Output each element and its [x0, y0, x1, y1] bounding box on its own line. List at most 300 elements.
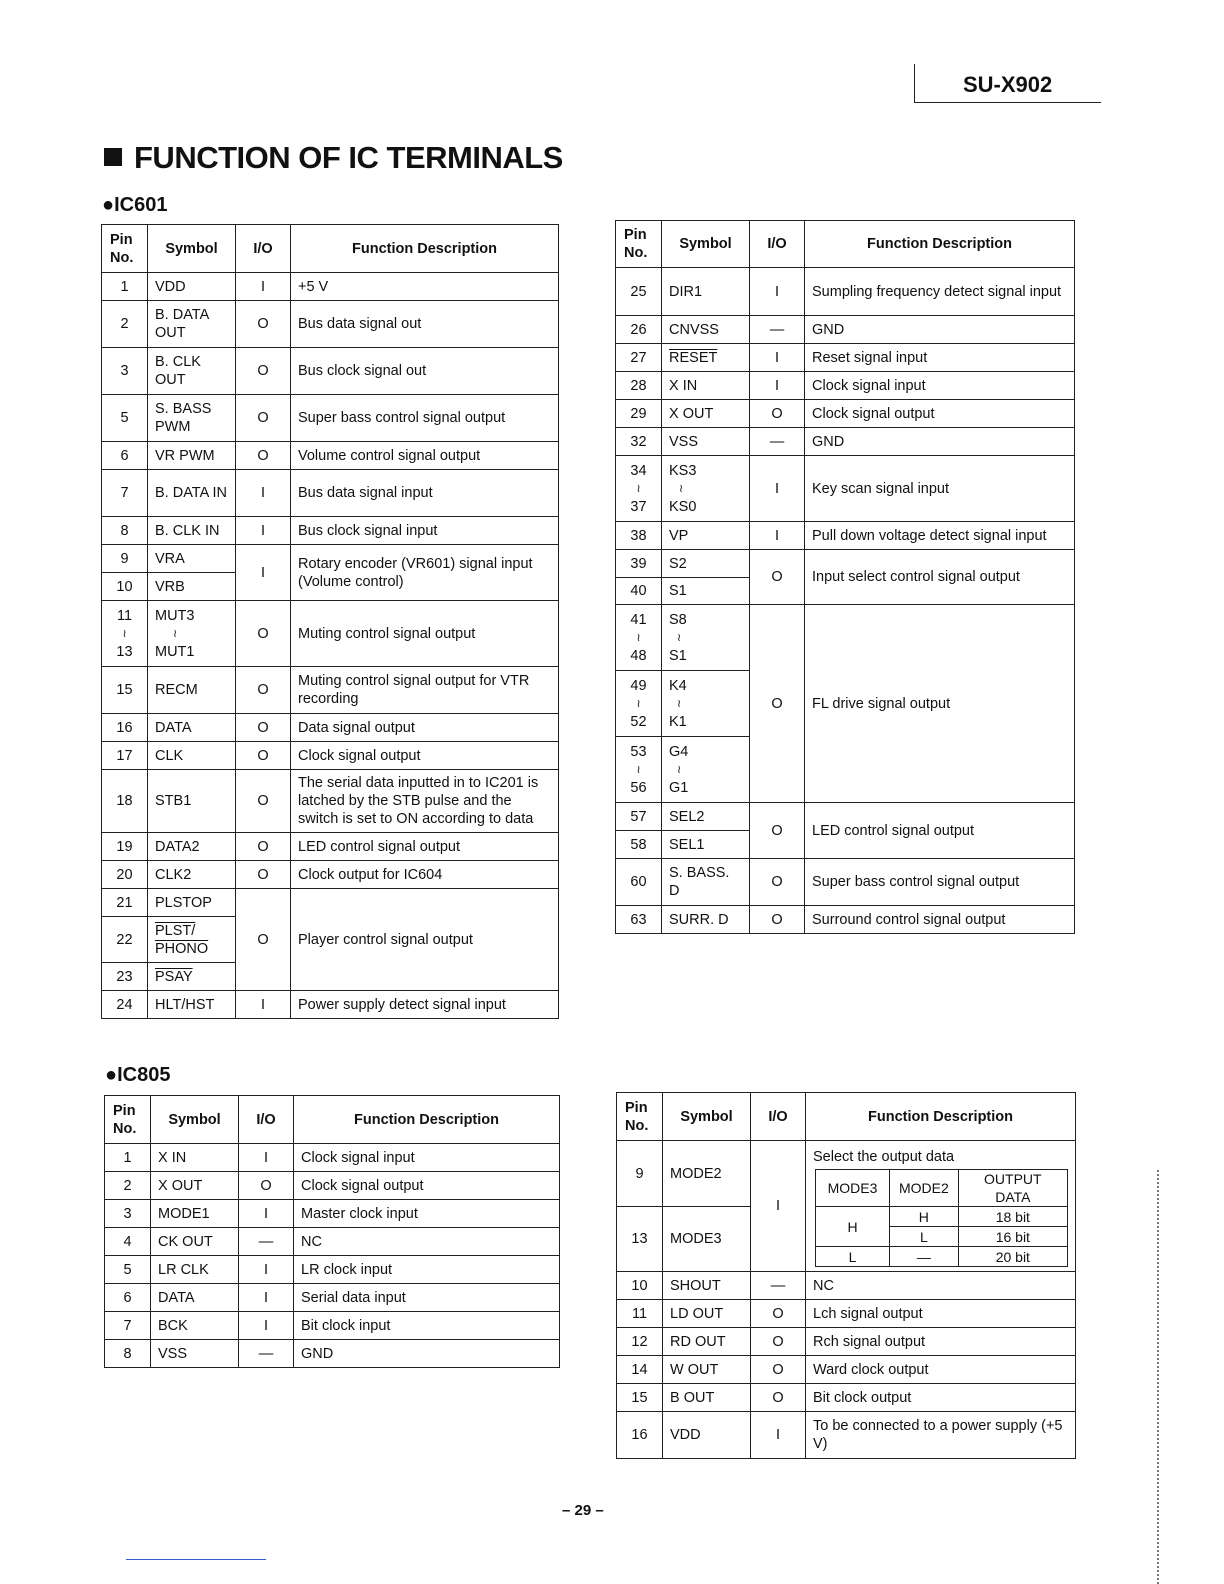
table-row: [102, 667, 559, 714]
symbol-cell: CK OUT: [151, 1228, 239, 1256]
symbol-cell: S2: [662, 550, 750, 578]
pin-cell: 2: [105, 1172, 151, 1200]
pin-range-cell: [616, 671, 662, 737]
symbol-range-cell: [662, 737, 750, 803]
symbol-start: K4: [669, 677, 687, 694]
symbol-cell: S. BASS PWM: [148, 395, 236, 442]
symbol-range-cell: [662, 605, 750, 671]
mode-cell: H: [816, 1207, 890, 1247]
symbol-cell: DATA2: [148, 833, 236, 861]
symbol-range-cell: [662, 456, 750, 522]
range-mark: ≀: [636, 697, 641, 710]
pin-cell: 18: [102, 770, 148, 833]
pin-cell: 8: [102, 517, 148, 545]
pin-cell: 12: [617, 1328, 663, 1356]
col-symbol: Symbol: [662, 221, 750, 268]
symbol-start: S8: [669, 611, 687, 628]
pin-cell: 4: [105, 1228, 151, 1256]
table-row: [616, 316, 1075, 344]
symbol-cell: X OUT: [151, 1172, 239, 1200]
col-io: I/O: [750, 221, 805, 268]
function-cell: Clock signal input: [294, 1144, 560, 1172]
col-io: I/O: [751, 1093, 806, 1141]
col-pin: Pin No.: [102, 225, 148, 273]
symbol-end: MUT1: [155, 643, 195, 660]
table-row: [102, 714, 559, 742]
page-title: [104, 140, 563, 176]
symbol-cell: VDD: [148, 273, 236, 301]
io-cell: O: [751, 1300, 806, 1328]
symbol-cell: B. DATA IN: [148, 470, 236, 517]
table-row: [616, 859, 1075, 906]
pin-end: 13: [116, 643, 133, 660]
function-cell: Clock signal input: [805, 372, 1075, 400]
symbol-cell: VSS: [662, 428, 750, 456]
col-function: Function Description: [806, 1093, 1076, 1141]
io-cell: O: [236, 889, 291, 991]
io-cell: I: [236, 273, 291, 301]
section-ic601: ●IC601: [102, 194, 168, 216]
pin-end: 56: [630, 779, 647, 796]
table-row: [105, 1144, 560, 1172]
symbol-cell: SHOUT: [663, 1272, 751, 1300]
io-cell: O: [750, 550, 805, 605]
function-cell: Ward clock output: [806, 1356, 1076, 1384]
pin-cell: 7: [102, 470, 148, 517]
function-cell: Reset signal input: [805, 344, 1075, 372]
function-cell: Bit clock input: [294, 1312, 560, 1340]
pin-end: 48: [630, 647, 647, 664]
pin-cell: 1: [105, 1144, 151, 1172]
pin-cell: 21: [102, 889, 148, 917]
table-row: [105, 1284, 560, 1312]
pin-cell: 32: [616, 428, 662, 456]
pin-cell: 40: [616, 578, 662, 605]
table-row: [102, 273, 559, 301]
table-row: [616, 372, 1075, 400]
io-cell: I: [239, 1284, 294, 1312]
io-cell: O: [750, 859, 805, 906]
pin-cell: 29: [616, 400, 662, 428]
symbol-cell: W OUT: [663, 1356, 751, 1384]
symbol-cell: MODE1: [151, 1200, 239, 1228]
io-cell: I: [239, 1144, 294, 1172]
pin-cell: 11: [617, 1300, 663, 1328]
table-row: [102, 301, 559, 348]
io-cell: O: [236, 833, 291, 861]
io-cell: O: [750, 803, 805, 859]
io-cell: I: [236, 991, 291, 1019]
col-symbol: Symbol: [151, 1096, 239, 1144]
mode-header: MODE3: [816, 1170, 890, 1207]
function-cell: LED control signal output: [805, 803, 1075, 859]
io-cell: I: [750, 268, 805, 316]
symbol-end: G1: [669, 779, 689, 796]
symbol-cell: B OUT: [663, 1384, 751, 1412]
io-cell: O: [236, 301, 291, 348]
mode-cell: L: [816, 1247, 890, 1267]
col-function: Function Description: [291, 225, 559, 273]
pin-cell: 16: [102, 714, 148, 742]
symbol-cell: DATA: [151, 1284, 239, 1312]
function-cell: FL drive signal output: [805, 605, 1075, 803]
pin-start: 34: [630, 462, 647, 479]
symbol-cell: PLSTOP: [148, 889, 236, 917]
pin-cell: 14: [617, 1356, 663, 1384]
col-pin: Pin No.: [617, 1093, 663, 1141]
function-cell: Volume control signal output: [291, 442, 559, 470]
function-cell: Clock output for IC604: [291, 861, 559, 889]
table-row: [102, 991, 559, 1019]
mode-table: [815, 1169, 1068, 1267]
page-number: – 29 –: [562, 1502, 604, 1519]
function-cell: Master clock input: [294, 1200, 560, 1228]
function-cell: Muting control signal output for VTR recording: [291, 667, 559, 714]
pin-cell: 17: [102, 742, 148, 770]
range-mark: ≀: [636, 482, 641, 495]
pin-cell: 15: [617, 1384, 663, 1412]
io-cell: I: [236, 517, 291, 545]
function-cell: GND: [805, 428, 1075, 456]
col-symbol: Symbol: [148, 225, 236, 273]
symbol-cell: X IN: [662, 372, 750, 400]
pin-cell: 5: [102, 395, 148, 442]
function-cell: Super bass control signal output: [805, 859, 1075, 906]
symbol-cell: SURR. D: [662, 906, 750, 934]
function-cell: Player control signal output: [291, 889, 559, 991]
section-ic805: ●IC805: [105, 1064, 171, 1086]
symbol-cell: LR CLK: [151, 1256, 239, 1284]
table-row: [616, 522, 1075, 550]
symbol-cell: PLST/ PHONO: [148, 917, 236, 963]
pin-cell: 25: [616, 268, 662, 316]
pin-cell: 10: [102, 573, 148, 601]
table-row: [105, 1312, 560, 1340]
pin-cell: 6: [105, 1284, 151, 1312]
table-row: [105, 1200, 560, 1228]
io-cell: —: [750, 316, 805, 344]
function-cell: Input select control signal output: [805, 550, 1075, 605]
function-cell: Data signal output: [291, 714, 559, 742]
scan-edge-mark: [1157, 1170, 1159, 1584]
symbol-cell: DATA: [148, 714, 236, 742]
range-mark: ≀: [173, 627, 178, 640]
ic601-table-right: [615, 220, 1075, 934]
function-cell: Bus clock signal out: [291, 348, 559, 395]
model-box: [914, 64, 1101, 103]
mode-cell: 18 bit: [958, 1207, 1067, 1227]
pin-range-cell: [616, 737, 662, 803]
symbol-cell: VRB: [148, 573, 236, 601]
table-row: [617, 1272, 1076, 1300]
pin-cell: 60: [616, 859, 662, 906]
range-mark: ≀: [636, 763, 641, 776]
symbol-end: K1: [669, 713, 687, 730]
pin-cell: 28: [616, 372, 662, 400]
pin-cell: 13: [617, 1207, 663, 1272]
pin-start: 53: [630, 743, 647, 760]
function-cell: LED control signal output: [291, 833, 559, 861]
table-row: [616, 550, 1075, 578]
range-mark: ≀: [636, 631, 641, 644]
table-row: [616, 428, 1075, 456]
io-cell: O: [236, 861, 291, 889]
function-cell: NC: [294, 1228, 560, 1256]
pin-cell: 24: [102, 991, 148, 1019]
io-cell: I: [239, 1312, 294, 1340]
table-row: [102, 601, 559, 667]
pin-cell: 7: [105, 1312, 151, 1340]
table-row: [617, 1300, 1076, 1328]
symbol-cell: HLT/HST: [148, 991, 236, 1019]
symbol-end: S1: [669, 647, 687, 664]
footer-rule: [126, 1559, 266, 1560]
mode-header: MODE2: [890, 1170, 959, 1207]
symbol-start: G4: [669, 743, 689, 760]
table-row: [102, 470, 559, 517]
symbol-cell: CLK: [148, 742, 236, 770]
range-mark: ≀: [679, 482, 684, 495]
pin-cell: 27: [616, 344, 662, 372]
pin-range-cell: [102, 601, 148, 667]
col-pin: Pin No.: [105, 1096, 151, 1144]
io-cell: I: [236, 545, 291, 601]
pin-cell: 39: [616, 550, 662, 578]
symbol-cell: X OUT: [662, 400, 750, 428]
io-cell: O: [751, 1356, 806, 1384]
pin-cell: 1: [102, 273, 148, 301]
function-cell: Bus data signal input: [291, 470, 559, 517]
table-row: [616, 344, 1075, 372]
ic601-table-left: [101, 224, 559, 1019]
range-mark: ≀: [122, 627, 127, 640]
symbol-cell: PSAY: [148, 963, 236, 991]
function-cell: LR clock input: [294, 1256, 560, 1284]
function-cell: Sumpling frequency detect signal input: [805, 268, 1075, 316]
symbol-cell: B. CLK IN: [148, 517, 236, 545]
symbol-cell: CLK2: [148, 861, 236, 889]
pin-end: 37: [630, 498, 647, 515]
io-cell: —: [239, 1340, 294, 1368]
table-row: [616, 400, 1075, 428]
symbol-cell: VRA: [148, 545, 236, 573]
io-cell: O: [236, 348, 291, 395]
io-cell: O: [750, 906, 805, 934]
pin-cell: 15: [102, 667, 148, 714]
io-cell: I: [239, 1200, 294, 1228]
io-cell: O: [751, 1384, 806, 1412]
symbol-cell: VP: [662, 522, 750, 550]
symbol-start: KS3: [669, 462, 697, 479]
function-cell: Key scan signal input: [805, 456, 1075, 522]
col-function: Function Description: [805, 221, 1075, 268]
symbol-cell: DIR1: [662, 268, 750, 316]
function-cell: The serial data inputted in to IC201 is latched by the STB pulse and the switch is set to ON according to data: [291, 770, 559, 833]
io-cell: O: [236, 742, 291, 770]
function-cell: Bus data signal out: [291, 301, 559, 348]
function-cell: GND: [294, 1340, 560, 1368]
ic805-table-right: [616, 1092, 1076, 1459]
function-cell: Serial data input: [294, 1284, 560, 1312]
range-mark: ≀: [677, 697, 682, 710]
symbol-cell: B. DATA OUT: [148, 301, 236, 348]
symbol-cell: B. CLK OUT: [148, 348, 236, 395]
function-cell: Lch signal output: [806, 1300, 1076, 1328]
io-cell: O: [750, 400, 805, 428]
pin-cell: 19: [102, 833, 148, 861]
ic805-table-left: [104, 1095, 560, 1368]
range-mark: ≀: [677, 763, 682, 776]
symbol-cell: VR PWM: [148, 442, 236, 470]
table-row: [617, 1328, 1076, 1356]
io-cell: I: [751, 1141, 806, 1272]
symbol-cell: MODE2: [663, 1141, 751, 1207]
symbol-range-cell: [662, 671, 750, 737]
pin-cell: 38: [616, 522, 662, 550]
mode-header: OUTPUT DATA: [958, 1170, 1067, 1207]
col-pin: Pin No.: [616, 221, 662, 268]
pin-cell: 3: [102, 348, 148, 395]
mode-cell: L: [890, 1227, 959, 1247]
pin-cell: 9: [617, 1141, 663, 1207]
table-row: [102, 442, 559, 470]
table-row: [105, 1256, 560, 1284]
function-cell: Rotary encoder (VR601) signal input (Volume control): [291, 545, 559, 601]
symbol-cell: S. BASS. D: [662, 859, 750, 906]
symbol-cell: VSS: [151, 1340, 239, 1368]
function-cell: Clock signal output: [805, 400, 1075, 428]
symbol-cell: BCK: [151, 1312, 239, 1340]
pin-cell: 5: [105, 1256, 151, 1284]
io-cell: I: [236, 470, 291, 517]
io-cell: O: [751, 1328, 806, 1356]
pin-cell: 6: [102, 442, 148, 470]
symbol-cell: S1: [662, 578, 750, 605]
io-cell: O: [236, 714, 291, 742]
mode-cell: H: [890, 1207, 959, 1227]
pin-start: 49: [630, 677, 647, 694]
io-cell: O: [750, 605, 805, 803]
function-cell: To be connected to a power supply (+5 V): [806, 1412, 1076, 1459]
pin-cell: 3: [105, 1200, 151, 1228]
pin-cell: 20: [102, 861, 148, 889]
pin-cell: 16: [617, 1412, 663, 1459]
function-cell: Surround control signal output: [805, 906, 1075, 934]
pin-cell: 58: [616, 831, 662, 859]
pin-end: 52: [630, 713, 647, 730]
pin-cell: 2: [102, 301, 148, 348]
function-cell: Pull down voltage detect signal input: [805, 522, 1075, 550]
table-row: [616, 906, 1075, 934]
io-cell: —: [750, 428, 805, 456]
symbol-cell: STB1: [148, 770, 236, 833]
function-cell: Super bass control signal output: [291, 395, 559, 442]
table-row: [616, 456, 1075, 522]
function-cell: Rch signal output: [806, 1328, 1076, 1356]
table-row: [102, 545, 559, 573]
function-cell: Power supply detect signal input: [291, 991, 559, 1019]
mode-select-text: Select the output data: [813, 1149, 955, 1165]
mode-cell: 20 bit: [958, 1247, 1067, 1267]
io-cell: —: [751, 1272, 806, 1300]
table-row: [616, 605, 1075, 671]
square-bullet-icon: [104, 148, 122, 166]
pin-cell: 8: [105, 1340, 151, 1368]
mode-cell: —: [890, 1247, 959, 1267]
io-cell: I: [750, 456, 805, 522]
io-cell: I: [750, 372, 805, 400]
function-cell: Muting control signal output: [291, 601, 559, 667]
symbol-cell: RESET: [662, 344, 750, 372]
io-cell: O: [236, 667, 291, 714]
mode-cell: 16 bit: [958, 1227, 1067, 1247]
io-cell: O: [236, 442, 291, 470]
table-row: [105, 1340, 560, 1368]
symbol-cell: RD OUT: [663, 1328, 751, 1356]
io-cell: I: [750, 522, 805, 550]
col-io: I/O: [236, 225, 291, 273]
table-row: [102, 348, 559, 395]
io-cell: O: [236, 601, 291, 667]
symbol-cell: CNVSS: [662, 316, 750, 344]
io-cell: I: [751, 1412, 806, 1459]
table-row: [102, 770, 559, 833]
function-cell: GND: [805, 316, 1075, 344]
symbol-cell: VDD: [663, 1412, 751, 1459]
io-cell: I: [750, 344, 805, 372]
table-row: [616, 803, 1075, 831]
page-title-text: FUNCTION OF IC TERMINALS: [134, 140, 563, 175]
table-row: [102, 889, 559, 917]
table-row: [617, 1141, 1076, 1207]
function-cell: Clock signal output: [294, 1172, 560, 1200]
function-cell: [806, 1141, 1076, 1272]
table-row: [105, 1228, 560, 1256]
pin-start: 41: [630, 611, 647, 628]
io-cell: —: [239, 1228, 294, 1256]
range-mark: ≀: [677, 631, 682, 644]
pin-range-cell: [616, 456, 662, 522]
pin-range-cell: [616, 605, 662, 671]
symbol-cell: RECM: [148, 667, 236, 714]
table-row: [102, 833, 559, 861]
io-cell: O: [239, 1172, 294, 1200]
model-number: SU-X902: [963, 72, 1053, 97]
function-cell: Bus clock signal input: [291, 517, 559, 545]
pin-cell: 10: [617, 1272, 663, 1300]
symbol-start: MUT3: [155, 607, 195, 624]
table-row: [102, 861, 559, 889]
function-cell: NC: [806, 1272, 1076, 1300]
symbol-cell: MODE3: [663, 1207, 751, 1272]
table-row: [617, 1356, 1076, 1384]
col-function: Function Description: [294, 1096, 560, 1144]
table-row: [102, 742, 559, 770]
pin-start: 11: [116, 607, 133, 624]
table-row: [105, 1172, 560, 1200]
pin-cell: 63: [616, 906, 662, 934]
io-cell: I: [239, 1256, 294, 1284]
io-cell: O: [236, 770, 291, 833]
symbol-cell: X IN: [151, 1144, 239, 1172]
symbol-cell: SEL2: [662, 803, 750, 831]
table-row: [617, 1412, 1076, 1459]
symbol-end: KS0: [669, 498, 697, 515]
pin-cell: 23: [102, 963, 148, 991]
table-row: [617, 1384, 1076, 1412]
table-row: [102, 517, 559, 545]
function-cell: Bit clock output: [806, 1384, 1076, 1412]
